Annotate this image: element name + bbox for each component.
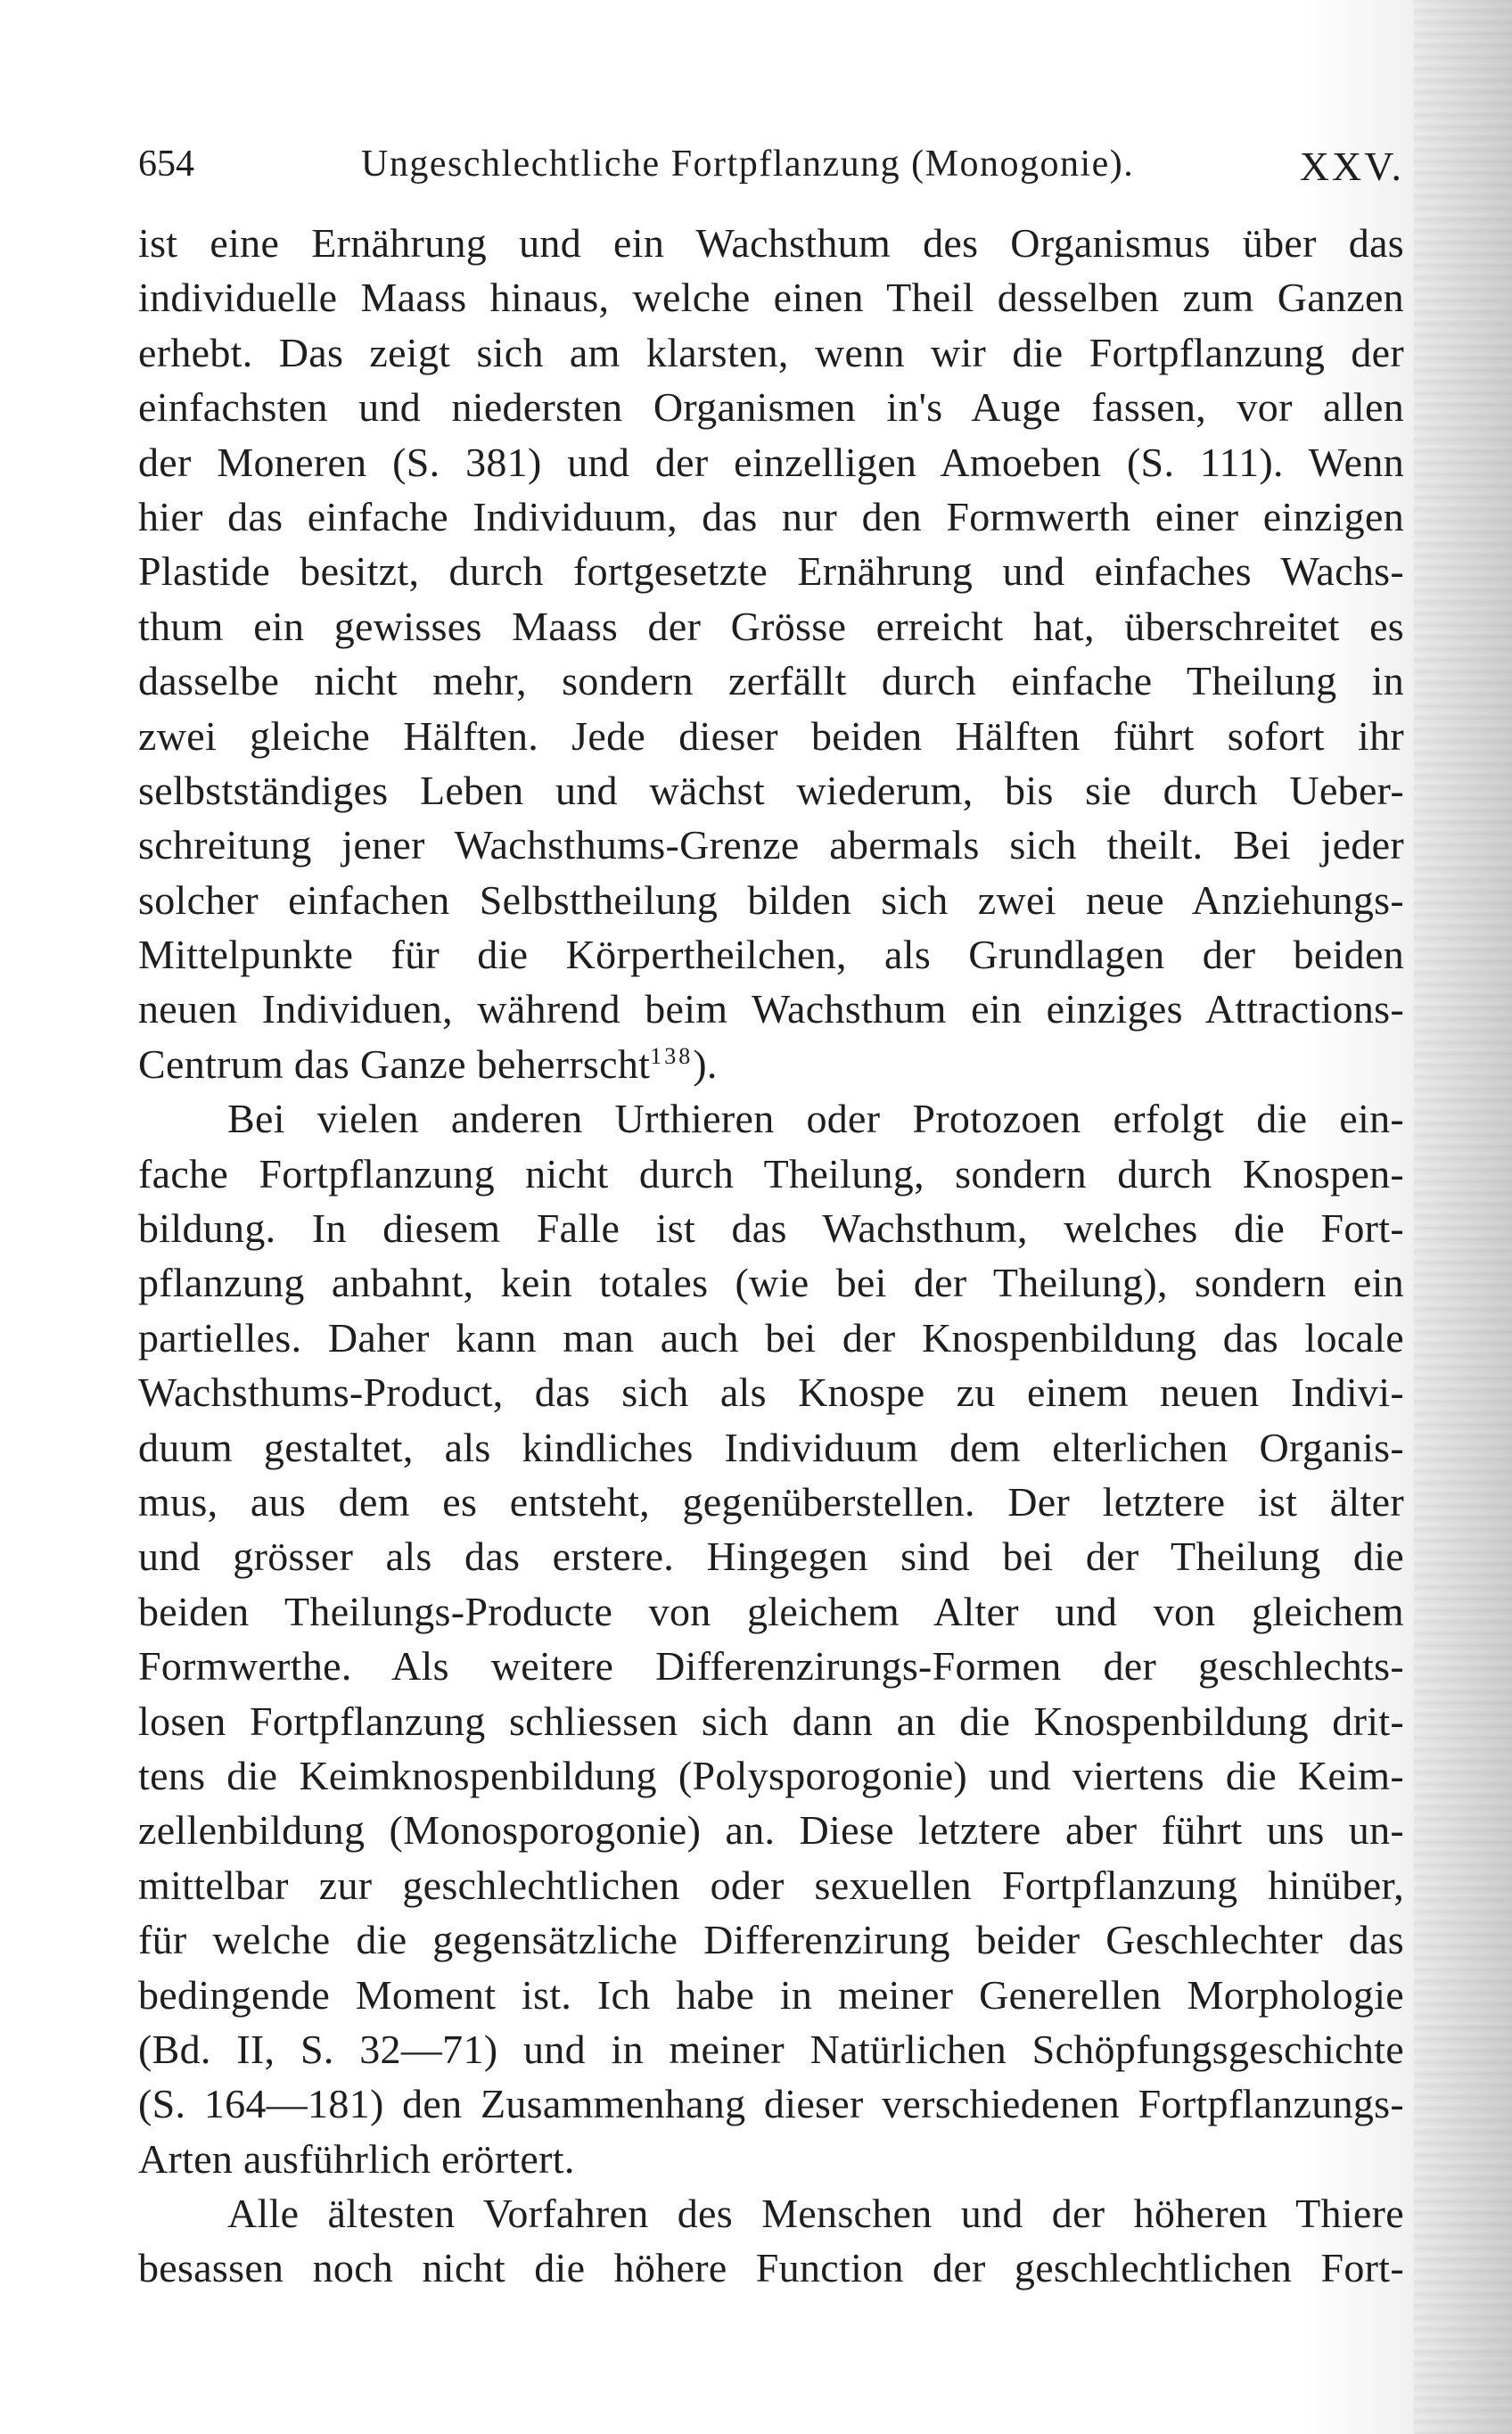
paragraph-1 [138, 216, 1404, 1091]
footnote-reference[interactable]: 138 [650, 1042, 694, 1069]
text-line: (Bd. II, S. 32—71) und in meiner Natürlichen Schöpfungsgeschichte [138, 2026, 1404, 2072]
text-line: (S. 164—181) den Zusammenhang dieser verschiedenen Fortpflanzungs- [138, 2081, 1404, 2127]
text-line: pflanzung anbahnt, kein totales (wie bei der Theilung), sondern ein [138, 1260, 1404, 1306]
text-line: hier das einfache Individuum, das nur den Formwerth einer einzigen [138, 493, 1404, 539]
text-fragment: ). [693, 1040, 718, 1087]
text-line: individuelle Maass hinaus, welche einen Theil desselben zum Ganzen [138, 275, 1404, 321]
text-line: der Moneren (S. 381) und der einzelligen Amoeben (S. 111). Wenn [138, 439, 1404, 485]
chapter-number: XXV. [1299, 144, 1404, 189]
text-line: zwei gleiche Hälften. Jede dieser beiden Hälften führt sofort ihr [138, 712, 1404, 759]
text-line: Plastide besitzt, durch fortgesetzte Ernährung und einfaches Wachs- [138, 548, 1404, 595]
text-line: fache Fortpflanzung nicht durch Theilung, sondern durch Knospen- [138, 1150, 1404, 1196]
text-line: Formwerthe. Als weitere Differenzirungs-Formen der geschlechts- [138, 1643, 1404, 1690]
running-title: Ungeschlechtliche Fortpflanzung (Monogonie). [361, 144, 1135, 185]
text-line-last [138, 1037, 1404, 1091]
text-line: thum ein gewisses Maass der Grösse erreicht hat, überschreitet es [138, 603, 1404, 649]
text-line: erhebt. Das zeigt sich am klarsten, wenn wir die Fortpflanzung der [138, 329, 1404, 375]
text-line: selbstständiges Leben und wächst wiederum, bis sie durch Ueber- [138, 767, 1404, 813]
text-line: dasselbe nicht mehr, sondern zerfällt durch einfache Theilung in [138, 658, 1404, 704]
page-number: 654 [138, 144, 194, 185]
text-line-last: Arten ausführlich erörtert. [138, 2135, 575, 2182]
text-line: Wachsthums-Product, das sich als Knospe zu einem neuen Indivi- [138, 1369, 1404, 1416]
text-line: solcher einfachen Selbsttheilung bilden sich zwei neue Anziehungs- [138, 876, 1404, 923]
text-line: zellenbildung (Monosporogonie) an. Diese letztere aber führt uns un- [138, 1807, 1404, 1854]
paragraph-3 [138, 2186, 1404, 2296]
page-edge-shadow [1414, 0, 1512, 2434]
text-line: tens die Keimknospenbildung (Polysporogonie) und viertens die Keim- [138, 1752, 1404, 1798]
text-line: schreitung jener Wachsthums-Grenze abermals sich theilt. Bei jeder [138, 822, 1404, 868]
text-line: Bei vielen anderen Urthieren oder Protozoen erfolgt die ein- [227, 1096, 1404, 1142]
text-line: Alle ältesten Vorfahren des Menschen und der höheren Thiere [227, 2191, 1404, 2237]
text-line: mittelbar zur geschlechtlichen oder sexuellen Fortpflanzung hinüber, [138, 1862, 1404, 1908]
text-line: bildung. In diesem Falle ist das Wachsthum, welches die Fort- [138, 1205, 1404, 1252]
text-line: besassen noch nicht die höhere Function der geschlechtlichen Fort- [138, 2245, 1404, 2291]
text-line: bedingende Moment ist. Ich habe in meiner Generellen Morphologie [138, 1971, 1404, 2018]
paragraph-2 [138, 1091, 1404, 2186]
text-line: partielles. Daher kann man auch bei der Knospenbildung das locale [138, 1314, 1404, 1361]
text-line: duum gestaltet, als kindliches Individuum dem elterlichen Organis- [138, 1424, 1404, 1470]
text-line: für welche die gegensätzliche Differenzirung beider Geschlechter das [138, 1917, 1404, 1963]
text-line: beiden Theilungs-Producte von gleichem Alter und von gleichem [138, 1588, 1404, 1634]
text-line: mus, aus dem es entsteht, gegenüberstellen. Der letztere ist älter [138, 1478, 1404, 1525]
text-line: losen Fortpflanzung schliessen sich dann an die Knospenbildung drit- [138, 1698, 1404, 1744]
text-fragment: Centrum das Ganze beherrscht [138, 1040, 651, 1087]
text-line: neuen Individuen, während beim Wachsthum ein einziges Attractions- [138, 986, 1404, 1032]
text-line: und grösser als das erstere. Hingegen sind bei der Theilung die [138, 1534, 1404, 1580]
running-header [138, 143, 1404, 205]
text-line: ist eine Ernährung und ein Wachsthum des Organismus über das [138, 220, 1404, 266]
body-text [138, 216, 1404, 2296]
text-line: Mittelpunkte für die Körpertheilchen, als Grundlagen der beiden [138, 932, 1404, 978]
text-line: einfachsten und niedersten Organismen in's Auge fassen, vor allen [138, 384, 1404, 431]
